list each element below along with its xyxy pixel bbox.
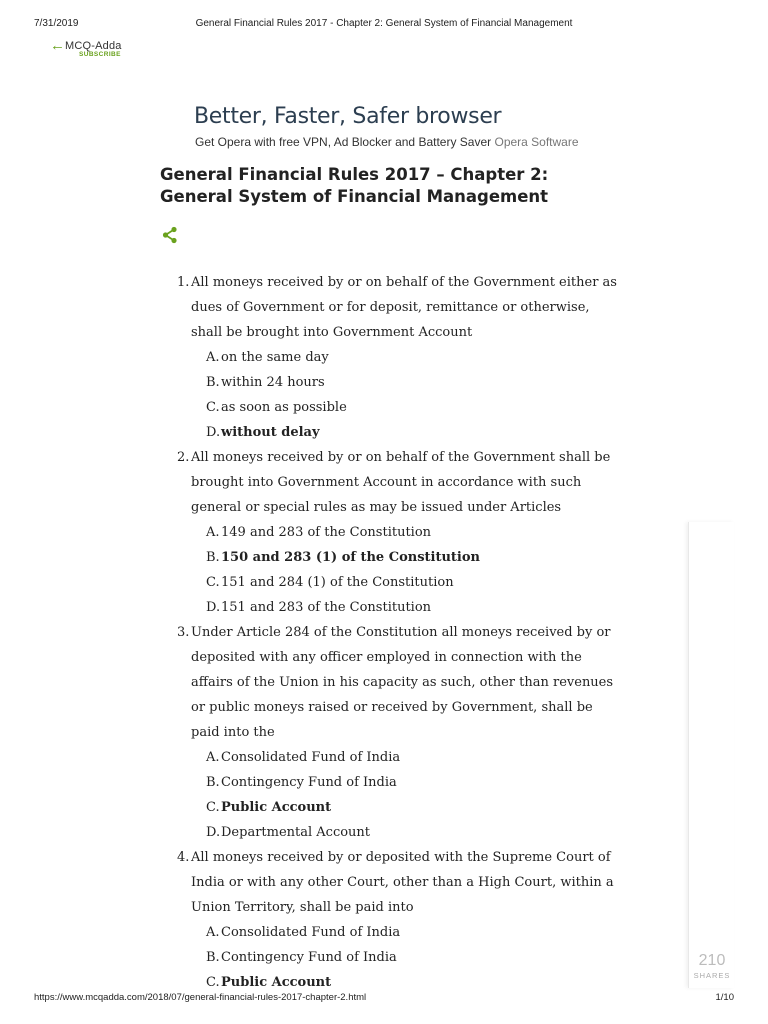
option-text: Public Account bbox=[221, 975, 332, 990]
question-item bbox=[160, 270, 620, 445]
option-text: Public Account bbox=[221, 800, 332, 815]
option-text: within 24 hours bbox=[221, 375, 325, 390]
option-text: 150 and 283 (1) of the Constitution bbox=[221, 550, 480, 565]
option-text: Consolidated Fund of India bbox=[221, 750, 401, 765]
question-item bbox=[160, 620, 620, 845]
answer-option bbox=[160, 520, 620, 545]
option-text: on the same day bbox=[221, 350, 329, 365]
answer-option-correct bbox=[160, 545, 620, 570]
option-text: without delay bbox=[221, 425, 320, 440]
option-letter: C. bbox=[206, 575, 220, 590]
option-letter: A. bbox=[206, 925, 220, 940]
site-logo[interactable] bbox=[50, 37, 140, 62]
question-text: Under Article 284 of the Constitution all moneys received by or deposited with any officer employed in connection with the affairs of the Union in his capacity as such, other than revenues or public moneys raised or received by Government, shall be paid into the bbox=[191, 625, 614, 740]
ad-brand[interactable]: Opera Software bbox=[494, 135, 579, 149]
question-number: 2. bbox=[177, 450, 190, 465]
shares-count: 210 bbox=[698, 952, 726, 969]
share-sidebar bbox=[688, 522, 734, 988]
answer-option bbox=[160, 395, 620, 420]
option-letter: A. bbox=[206, 525, 220, 540]
option-text: 151 and 284 (1) of the Constitution bbox=[221, 575, 454, 590]
back-arrow-icon: ← bbox=[50, 37, 65, 54]
answer-option bbox=[160, 770, 620, 795]
share-icon[interactable] bbox=[161, 226, 179, 244]
option-letter: B. bbox=[206, 950, 220, 965]
logo-name: MCQ-Adda bbox=[65, 40, 122, 52]
answer-option bbox=[160, 920, 620, 945]
option-letter: C. bbox=[206, 975, 220, 990]
answer-option bbox=[160, 820, 620, 845]
answer-option bbox=[160, 945, 620, 970]
option-text: Contingency Fund of India bbox=[221, 950, 397, 965]
option-letter: D. bbox=[206, 425, 221, 440]
option-text: Departmental Account bbox=[221, 825, 371, 840]
logo-tagline: SUBSCRIBE bbox=[79, 51, 121, 58]
option-letter: D. bbox=[206, 825, 221, 840]
article-title: General Financial Rules 2017 – Chapter 2: General System of Financial Management bbox=[160, 165, 549, 206]
question-text: All moneys received by or on behalf of the Government shall be brought into Government Account in accordance with such general or special rules as may be issued under Articles bbox=[191, 450, 611, 515]
option-text: 149 and 283 of the Constitution bbox=[221, 525, 432, 540]
option-text: Consolidated Fund of India bbox=[221, 925, 401, 940]
question-number: 3. bbox=[177, 625, 190, 640]
question-number: 1. bbox=[177, 275, 190, 290]
answer-option bbox=[160, 570, 620, 595]
option-text: 151 and 283 of the Constitution bbox=[221, 600, 432, 615]
answer-option-correct bbox=[160, 795, 620, 820]
question-list bbox=[160, 270, 620, 995]
question-text: All moneys received by or on behalf of the Government either as dues of Government or for deposit, remittance or otherwise, shall be brought into Government Account bbox=[191, 275, 617, 340]
question-item bbox=[160, 445, 620, 620]
print-url: https://www.mcqadda.com/2018/07/general-financial-rules-2017-chapter-2.html bbox=[34, 992, 367, 1003]
print-header bbox=[0, 18, 768, 32]
option-letter: B. bbox=[206, 375, 220, 390]
option-letter: A. bbox=[206, 750, 220, 765]
answer-option bbox=[160, 595, 620, 620]
option-letter: C. bbox=[206, 800, 220, 815]
ad-title[interactable]: Better, Faster, Safer browser bbox=[194, 104, 502, 129]
question-text: All moneys received by or deposited with the Supreme Court of India or with any other Court, other than a High Court, within a Union Territory, shall be paid into bbox=[191, 850, 614, 915]
option-letter: B. bbox=[206, 775, 220, 790]
option-letter: A. bbox=[206, 350, 220, 365]
option-text: as soon as possible bbox=[221, 400, 347, 415]
print-page-number: 1/10 bbox=[715, 992, 734, 1003]
question-item bbox=[160, 845, 620, 995]
ad-subtitle bbox=[195, 135, 579, 149]
option-text: Contingency Fund of India bbox=[221, 775, 397, 790]
answer-option-correct bbox=[160, 420, 620, 445]
answer-option bbox=[160, 345, 620, 370]
option-letter: D. bbox=[206, 600, 221, 615]
question-number: 4. bbox=[177, 850, 190, 865]
option-letter: B. bbox=[206, 550, 220, 565]
print-date: 7/31/2019 bbox=[34, 18, 79, 29]
print-footer bbox=[0, 992, 768, 1006]
print-page-title: General Financial Rules 2017 - Chapter 2: General System of Financial Management bbox=[195, 18, 573, 29]
ad-description: Get Opera with free VPN, Ad Blocker and Battery Saver bbox=[195, 135, 492, 149]
answer-option bbox=[160, 370, 620, 395]
option-letter: C. bbox=[206, 400, 220, 415]
answer-option bbox=[160, 745, 620, 770]
shares-label: SHARES bbox=[693, 971, 731, 980]
